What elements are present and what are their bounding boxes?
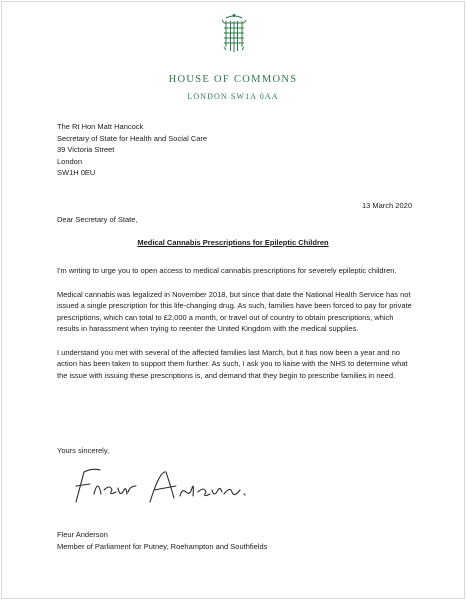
recipient-title: Secretary of State for Health and Social Care <box>57 133 208 143</box>
letter-body <box>57 265 417 393</box>
letterhead-organisation: HOUSE OF COMMONS <box>168 74 298 85</box>
letter-date: 13 March 2020 <box>361 201 412 210</box>
portcullis-crest-icon <box>221 14 247 54</box>
body-paragraph-1: I'm writing to urge you to open access to medical cannabis prescriptions for severely epileptic children. <box>57 266 397 275</box>
recipient-street: 39 Victoria Street <box>57 145 115 154</box>
subject-text: Medical Cannabis Prescriptions for Epileptic Children <box>137 238 329 247</box>
recipient-postcode: SW1H 0EU <box>57 168 96 177</box>
handwritten-signature <box>70 464 250 508</box>
closing-line: Yours sincerely, <box>57 446 110 455</box>
letter-page <box>2 2 464 598</box>
body-paragraph-2: Medical cannabis was legalized in November 2018, but since that date the National Health Service has not issued a single prescription for this life-changing drug. As such, families have been forced to pay for private prescriptions, which can total to £2,000 a month, or travel out of country to obtain prescriptions, which results in harassment when trying to reenter the United Kingdom with the medical supplies. <box>57 289 412 333</box>
subject-line <box>2 238 464 247</box>
body-paragraph-3: I understand you met with several of the affected families last March, but it has now been a year and no action has been taken to support them further. As such, I ask you to liaise with the NHS to determine what the issue with issuing these prescriptions is, and demand that they begin to prescribe families in need. <box>57 347 408 380</box>
signer-name: Fleur Anderson <box>57 530 108 539</box>
letterhead-address: LONDON SW1A 0AA <box>187 92 279 101</box>
signer-block <box>57 529 267 552</box>
recipient-address-block <box>57 121 207 179</box>
salutation: Dear Secretary of State, <box>57 215 138 224</box>
recipient-name: The Rt Hon Matt Hancock <box>57 122 144 131</box>
signer-title: Member of Parliament for Putney, Roehampton and Southfields <box>57 541 268 551</box>
recipient-city: London <box>57 156 83 166</box>
